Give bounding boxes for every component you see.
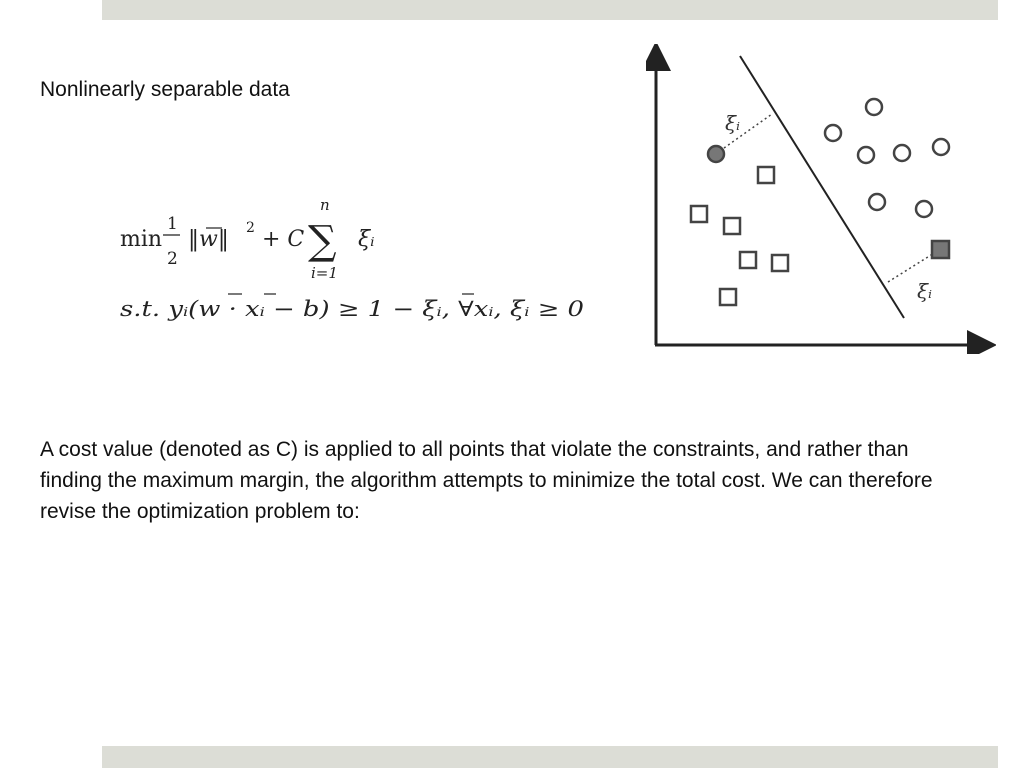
formula-half-numerator: 1 xyxy=(167,214,178,234)
circle-class-points xyxy=(825,99,949,217)
top-band xyxy=(102,0,998,20)
formula-sigma: ∑ xyxy=(308,218,337,264)
circle-point-violating xyxy=(708,146,724,162)
square-point xyxy=(720,289,736,305)
circle-point xyxy=(916,201,932,217)
circle-point xyxy=(933,139,949,155)
soft-margin-figure xyxy=(646,44,996,354)
square-point xyxy=(740,252,756,268)
soft-margin-formula xyxy=(118,196,588,336)
circle-point xyxy=(866,99,882,115)
circle-point xyxy=(858,147,874,163)
formula-xi: ξᵢ xyxy=(358,227,375,252)
square-point xyxy=(724,218,740,234)
formula-sum-lower: i=1 xyxy=(311,264,338,282)
slack-label-bottom: ξᵢ xyxy=(917,279,933,303)
circle-point xyxy=(825,125,841,141)
formula-norm-term: ‖w‖ xyxy=(188,227,229,252)
square-point xyxy=(772,255,788,271)
body-paragraph: A cost value (denoted as C) is applied to all points that violate the constraints, and rather than finding the maximum margin, the algorithm attempts to minimize the total cost. We can therefore revise the optimization problem to: xyxy=(40,438,933,523)
slide-title: Nonlinearly separable data xyxy=(40,78,290,101)
formula-half-denominator: 2 xyxy=(167,249,178,269)
formula-norm-exponent: 2 xyxy=(246,220,255,236)
formula-constraint: s.t. yᵢ(w · xᵢ − b) ≥ 1 − ξᵢ, ∀xᵢ, ξᵢ ≥ 0 xyxy=(120,297,584,321)
formula-plus-c: + C xyxy=(262,227,305,252)
separating-hyperplane xyxy=(740,56,904,318)
square-point-violating xyxy=(932,241,949,258)
slack-label-top: ξᵢ xyxy=(725,111,741,135)
formula-sum-upper: n xyxy=(320,196,330,214)
circle-point xyxy=(869,194,885,210)
square-class-points xyxy=(691,167,788,305)
circle-point xyxy=(894,145,910,161)
square-point xyxy=(691,206,707,222)
formula-min: min xyxy=(120,227,163,252)
bottom-band xyxy=(102,746,998,768)
square-point xyxy=(758,167,774,183)
